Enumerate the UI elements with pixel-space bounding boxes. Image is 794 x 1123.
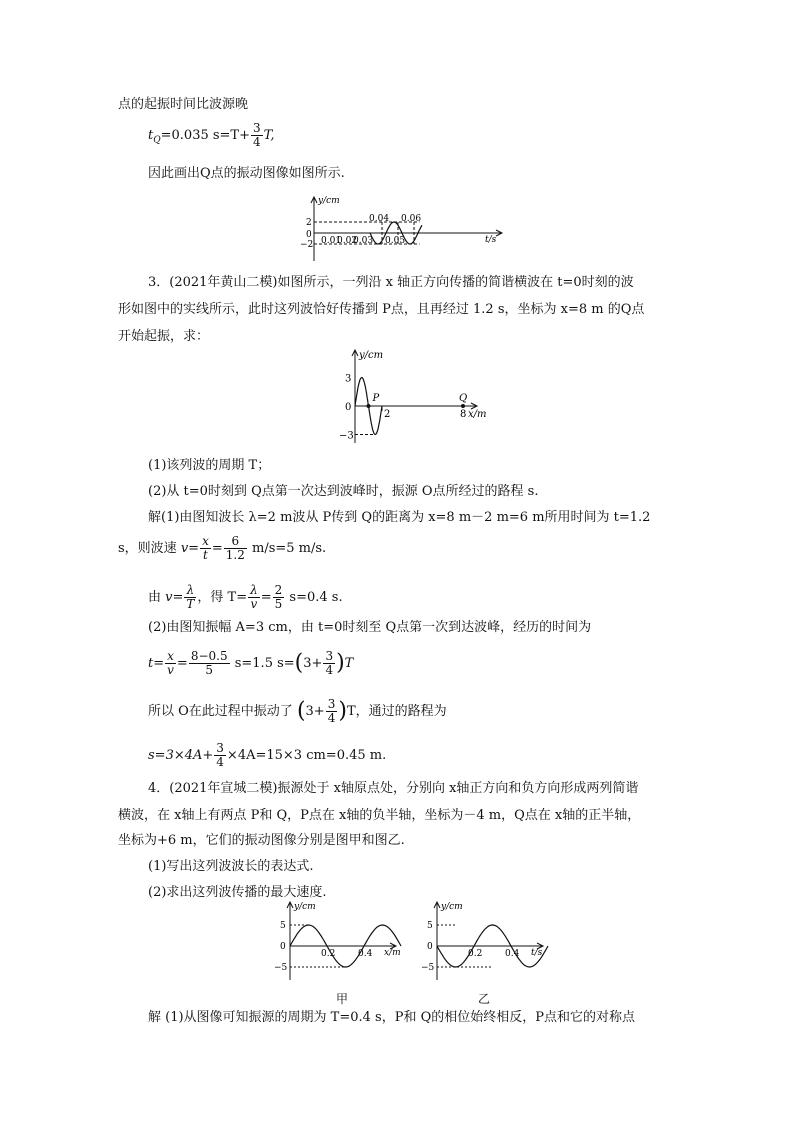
- problem-4-line3: 坐标为+6 m，它们的振动图像分别是图甲和图乙.: [118, 833, 405, 848]
- tick-label: 0.03: [353, 236, 374, 246]
- fraction: [323, 650, 335, 677]
- eq-text: ，得 T=: [197, 590, 248, 605]
- paren: (: [296, 698, 306, 724]
- eq-text: T，通过的路程为: [346, 704, 447, 719]
- tick-label: 5: [427, 921, 433, 931]
- sub-q: Q: [153, 135, 161, 146]
- eq-text: 3+: [303, 656, 323, 671]
- numerator: 3: [253, 121, 261, 135]
- tick-label: 0.01: [321, 236, 342, 246]
- numerator: 8−0.5: [190, 649, 228, 663]
- chart-wave-snapshot: [335, 348, 485, 448]
- fraction: [165, 650, 176, 677]
- eq-text: ×4A=15×3 cm=0.45 m.: [226, 748, 387, 763]
- tick-label: 0: [345, 402, 352, 413]
- eq-text: s=1.5 s=: [230, 656, 295, 671]
- solution-line7: [148, 742, 386, 769]
- numerator: 3: [327, 697, 336, 711]
- fraction: [224, 535, 247, 562]
- chart-jia: [268, 900, 408, 985]
- numerator: 6: [224, 535, 247, 549]
- fraction: [214, 742, 226, 769]
- question-2: (2)从 t=0时刻到 Q点第一次达到波峰时，振源 O点所经过的路程 s.: [148, 484, 539, 499]
- point-label: P: [372, 393, 380, 404]
- denominator: 4: [253, 135, 261, 149]
- problem-4-line2: 横波，在 x轴上有两点 P和 Q，P点在 x轴的负半轴，坐标为－4 m，Q点在 x轴的正半轴，: [118, 808, 641, 823]
- tick-label: 0.02: [337, 236, 358, 246]
- fraction: [251, 122, 263, 149]
- eq-end: T,: [263, 128, 275, 143]
- eq-text: 由: [148, 590, 166, 605]
- problem-3-line1: 3．(2021年黄山二模)如图所示，一列沿 x 轴正方向传播的简谐横波在 t=0时刻的波: [148, 275, 634, 290]
- solution-line1: 解(1)由图知波长 λ=2 m波从 P传到 Q的距离为 x=8 m－2 m=6 m所用时间为 t=1.2: [148, 510, 651, 525]
- problem-4-line1: 4．(2021年宣城二模)振源处于 x轴原点处，分别向 x轴正方向和负方向形成两列简谐: [148, 781, 639, 796]
- fraction: [326, 698, 338, 725]
- question-4-1: (1)写出这列波波长的表达式.: [148, 859, 314, 874]
- tick-label: 0.04: [369, 214, 390, 224]
- denominator: t: [203, 548, 208, 562]
- denominator: 4: [216, 755, 224, 769]
- y-axis-label: y/cm: [318, 196, 340, 206]
- solution-4-line1: 解 (1)从图像可知振源的周期为 T=0.4 s，P和 Q的相位始终相反，P点和它的对称点: [148, 1010, 636, 1025]
- tick-label: −5: [421, 963, 435, 973]
- chart-q-vibration: [292, 195, 522, 265]
- point-label: Q: [459, 393, 468, 404]
- eq-text: 3+: [305, 704, 325, 719]
- problem-3-line3: 开始起振，求：: [118, 329, 210, 344]
- tick-label: 0: [427, 942, 433, 952]
- tick-label: 3: [345, 373, 352, 385]
- caption-jia: 甲: [336, 992, 349, 1006]
- point-q: [461, 404, 465, 408]
- numerator: x: [167, 649, 174, 663]
- eq-text: s=0.4 s.: [285, 590, 343, 605]
- paren: (: [294, 650, 304, 676]
- question-4-2: (2)求出这列波传播的最大速度.: [148, 885, 327, 900]
- eq-sign: =: [188, 541, 200, 556]
- denominator: 5: [205, 663, 214, 677]
- x-axis-label: x/m: [468, 409, 487, 420]
- tick-label: −2: [300, 240, 314, 250]
- denominator: v: [167, 663, 174, 677]
- denominator: 4: [327, 711, 336, 725]
- var-T: T: [344, 656, 354, 671]
- eq-text: 所以 O在此过程中振动了: [148, 704, 297, 719]
- eq-text: t=: [148, 656, 165, 671]
- fraction: [200, 535, 211, 562]
- tick-label: 2: [306, 218, 312, 228]
- numerator: 3: [216, 741, 224, 755]
- tick-label: 0.2: [321, 949, 336, 959]
- denominator: 4: [325, 663, 334, 677]
- equation-tq: [148, 122, 275, 149]
- eq-sign: =: [172, 590, 184, 605]
- text-line: 点的起振时间比波源晚: [118, 97, 249, 112]
- eq-text: m/s=5 m/s.: [247, 541, 327, 556]
- tick-label: 8: [460, 409, 467, 420]
- denominator: T: [186, 597, 195, 611]
- tick-label: 2: [384, 409, 391, 420]
- paren: ): [338, 698, 347, 724]
- eq-text: s，则波速: [118, 541, 181, 556]
- x-axis-label: x/m: [384, 948, 401, 958]
- var-v: v: [165, 590, 173, 605]
- fraction: [273, 584, 285, 611]
- solution-line3: [148, 584, 343, 611]
- solution-line2: [118, 535, 326, 562]
- text-line: 因此画出Q点的振动图像如图所示.: [148, 166, 345, 181]
- numerator: 3: [325, 649, 334, 663]
- tick-label: −3: [339, 430, 354, 442]
- eq-sign: =: [260, 590, 272, 605]
- question-1: (1)该列波的周期 T；: [148, 458, 271, 473]
- eq-sign: =: [176, 656, 188, 671]
- chart-yi: [415, 900, 555, 985]
- denominator: 5: [274, 597, 283, 611]
- solution-line4: (2)由图知振幅 A=3 cm，由 t=0时刻至 Q点第一次到达波峰，经历的时间为: [148, 620, 592, 635]
- tick-label: 0.05: [385, 236, 406, 246]
- x-axis-label: t/s: [485, 235, 497, 245]
- fraction: [189, 650, 230, 677]
- caption-yi: 乙: [478, 992, 491, 1006]
- numerator: λ: [184, 584, 196, 598]
- problem-3-line2: 形如图中的实线所示，此时这列波恰好传播到 P点，且再经过 1.2 s，坐标为 x=8 m 的Q点: [118, 302, 645, 317]
- tick-label: 0.4: [505, 949, 520, 959]
- tick-label: 0: [306, 230, 312, 240]
- x-axis-label: t/s: [531, 948, 543, 958]
- tick-label: 0: [280, 942, 286, 952]
- denominator: 1.2: [225, 548, 245, 562]
- tick-label: 5: [280, 921, 286, 931]
- eq-text: s=3×4A+: [148, 748, 214, 763]
- fraction: [184, 584, 196, 611]
- tick-label: −5: [274, 963, 288, 973]
- tick-label: 0.06: [401, 214, 422, 224]
- tick-label: 0.4: [358, 949, 373, 959]
- eq-sign: =: [211, 541, 223, 556]
- solution-line5: [148, 650, 353, 677]
- numerator: 2: [274, 583, 283, 597]
- tick-label: 0.2: [468, 949, 483, 959]
- eq-text: =0.035 s=T+: [160, 128, 250, 143]
- y-axis-label: y/cm: [359, 350, 384, 361]
- numerator: x: [202, 534, 209, 548]
- denominator: v: [250, 597, 258, 611]
- y-axis-label: y/cm: [441, 902, 463, 912]
- paren: ): [336, 650, 345, 676]
- fraction: [248, 584, 260, 611]
- solution-line6: [148, 698, 447, 725]
- var-t: t: [148, 128, 154, 143]
- var-v: v: [180, 541, 189, 556]
- y-axis-label: y/cm: [294, 902, 316, 912]
- numerator: λ: [250, 583, 258, 597]
